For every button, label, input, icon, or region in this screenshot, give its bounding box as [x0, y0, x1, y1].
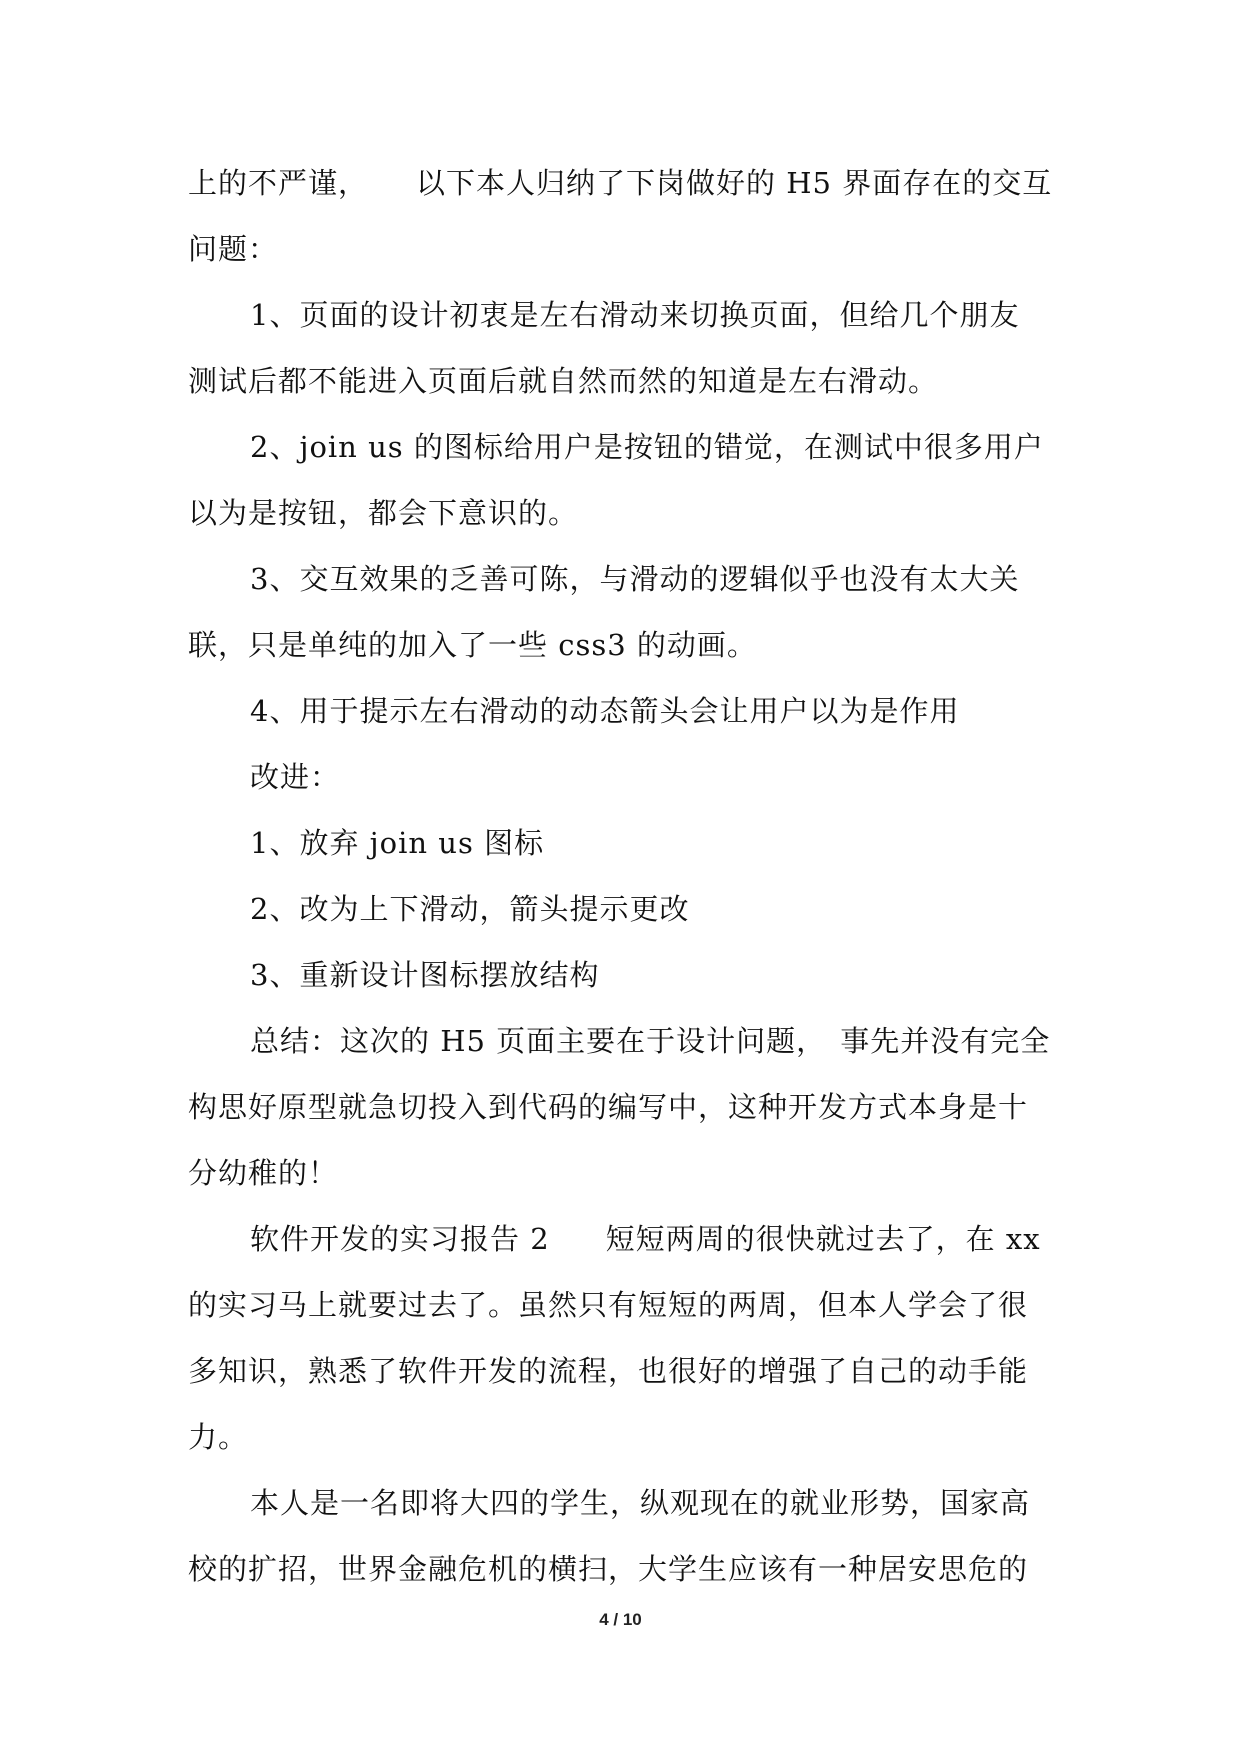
text-line: 3、重新设计图标摆放结构 — [250, 958, 600, 992]
text-line: 联，只是单纯的加入了一些 css3 的动画。 — [188, 628, 757, 662]
text-line: 测试后都不能进入页面后就自然而然的知道是左右滑动。 — [188, 364, 939, 398]
text-line: 力。 — [188, 1420, 249, 1454]
text-line: 2、改为上下滑动，箭头提示更改 — [250, 892, 690, 926]
text-line: 分幼稚的！ — [188, 1156, 339, 1190]
text-line: 改进： — [250, 760, 341, 794]
text-line: 校的扩招，世界金融危机的横扫，大学生应该有一种居安思危的 — [188, 1552, 1029, 1586]
text-line: 1、放弃 join us 图标 — [250, 826, 545, 860]
text-line: 构思好原型就急切投入到代码的编写中，这种开发方式本身是十 — [188, 1090, 1029, 1124]
text-line: 1、页面的设计初衷是左右滑动来切换页面，但给几个朋友 — [250, 298, 1020, 332]
text-line: 软件开发的实习报告 2 短短两周的很快就过去了，在 xx — [250, 1222, 1041, 1256]
text-line: 2、join us 的图标给用户是按钮的错觉，在测试中很多用户 — [250, 430, 1044, 464]
text-line: 上的不严谨， 以下本人归纳了下岗做好的 H5 界面存在的交互 — [188, 166, 1053, 200]
text-line: 本人是一名即将大四的学生，纵观现在的就业形势，国家高 — [250, 1486, 1031, 1520]
text-line: 总结：这次的 H5 页面主要在于设计问题， 事先并没有完全 — [250, 1024, 1051, 1058]
text-line: 4、用于提示左右滑动的动态箭头会让用户以为是作用 — [250, 694, 960, 728]
page-number: 4 / 10 — [599, 1610, 642, 1629]
text-line: 问题： — [188, 232, 279, 266]
text-line: 3、交互效果的乏善可陈，与滑动的逻辑似乎也没有太大关 — [250, 562, 1020, 596]
text-line: 多知识，熟悉了软件开发的流程，也很好的增强了自己的动手能 — [188, 1354, 1029, 1388]
text-line: 以为是按钮，都会下意识的。 — [188, 496, 579, 530]
document-body — [188, 150, 1058, 1602]
text-line: 的实习马上就要过去了。虽然只有短短的两周，但本人学会了很 — [188, 1288, 1029, 1322]
